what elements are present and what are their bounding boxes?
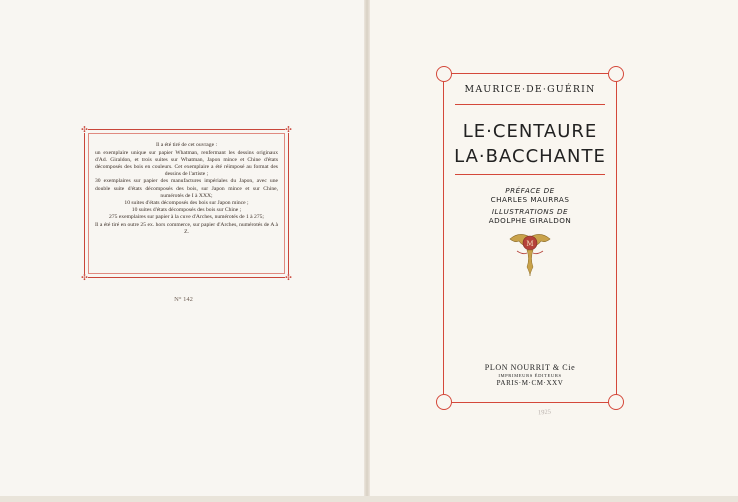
colophon-line: Il a été tiré en outre 25 ex. hors commerce, sur papier d'Arches, numérotés de A à Z. (95, 222, 278, 236)
illustrations-label: ILLUSTRATIONS DE (491, 207, 569, 216)
publisher-name: PLON NOURRIT & Cie (484, 363, 576, 372)
publisher-place-date: PARIS·M·CM·XXV (496, 379, 564, 387)
colophon-line: 275 exemplaires sur papier à la cuve d'Arches, numérotés de 1 à 275; (109, 213, 264, 220)
colophon-line: un exemplaire unique sur papier Whatman, renfermant les dessins originaux d'Ad. Giraldon, et trois suites sur Whatman, Japon mince et Chine d'états décomposés des bois en couleurs. Cet exemplaire a été réimposé au format des dessins de l'artiste ; (95, 150, 278, 178)
frame-swirl-icon (436, 394, 452, 410)
preface-label: PRÉFACE DE (505, 186, 555, 195)
divider-rule (455, 174, 605, 175)
copy-number: N° 142 (174, 296, 193, 303)
title-line-1: LE·CENTAURE (462, 121, 598, 142)
publisher-emblem-icon (507, 229, 553, 277)
illustrations-name: ADOLPHE GIRALDON (488, 216, 572, 225)
author-name: MAURICE·DE·GUÉRIN (464, 84, 596, 95)
frame-swirl-icon (608, 66, 624, 82)
colophon-line: Il a été tiré de cet ouvrage : (155, 142, 218, 148)
title-line-2: LA·BACCHANTE (454, 146, 606, 167)
frame-swirl-icon (608, 394, 624, 410)
corner-ornament-icon: ✣ (81, 125, 88, 134)
frame-swirl-icon (436, 66, 452, 82)
divider-rule (455, 104, 605, 105)
corner-ornament-icon: ✣ (285, 125, 292, 134)
corner-ornament-icon: ✣ (81, 273, 88, 282)
preface-name: CHARLES MAURRAS (490, 195, 570, 204)
colophon-line: 10 suites d'états décomposés des bois sur Japon mince ; (124, 199, 249, 206)
colophon-frame (81, 125, 292, 282)
page-bottom-edge (0, 496, 738, 502)
book-gutter (364, 0, 370, 502)
svg-text:M: M (526, 240, 534, 248)
colophon-line: 30 exemplaires sur papier des manufactures impériales du Japon, avec une double suite d'états décomposés des bois, sur Japon mince et sur Chine, numérotés de I à XXX; (95, 178, 278, 199)
corner-ornament-icon: ✣ (285, 273, 292, 282)
pencil-annotation: 1925 (537, 408, 552, 417)
colophon-line: 10 suites d'états décomposés des bois sur Chine ; (131, 206, 242, 213)
publisher-role: IMPRIMEURS ÉDITEURS (498, 373, 562, 378)
